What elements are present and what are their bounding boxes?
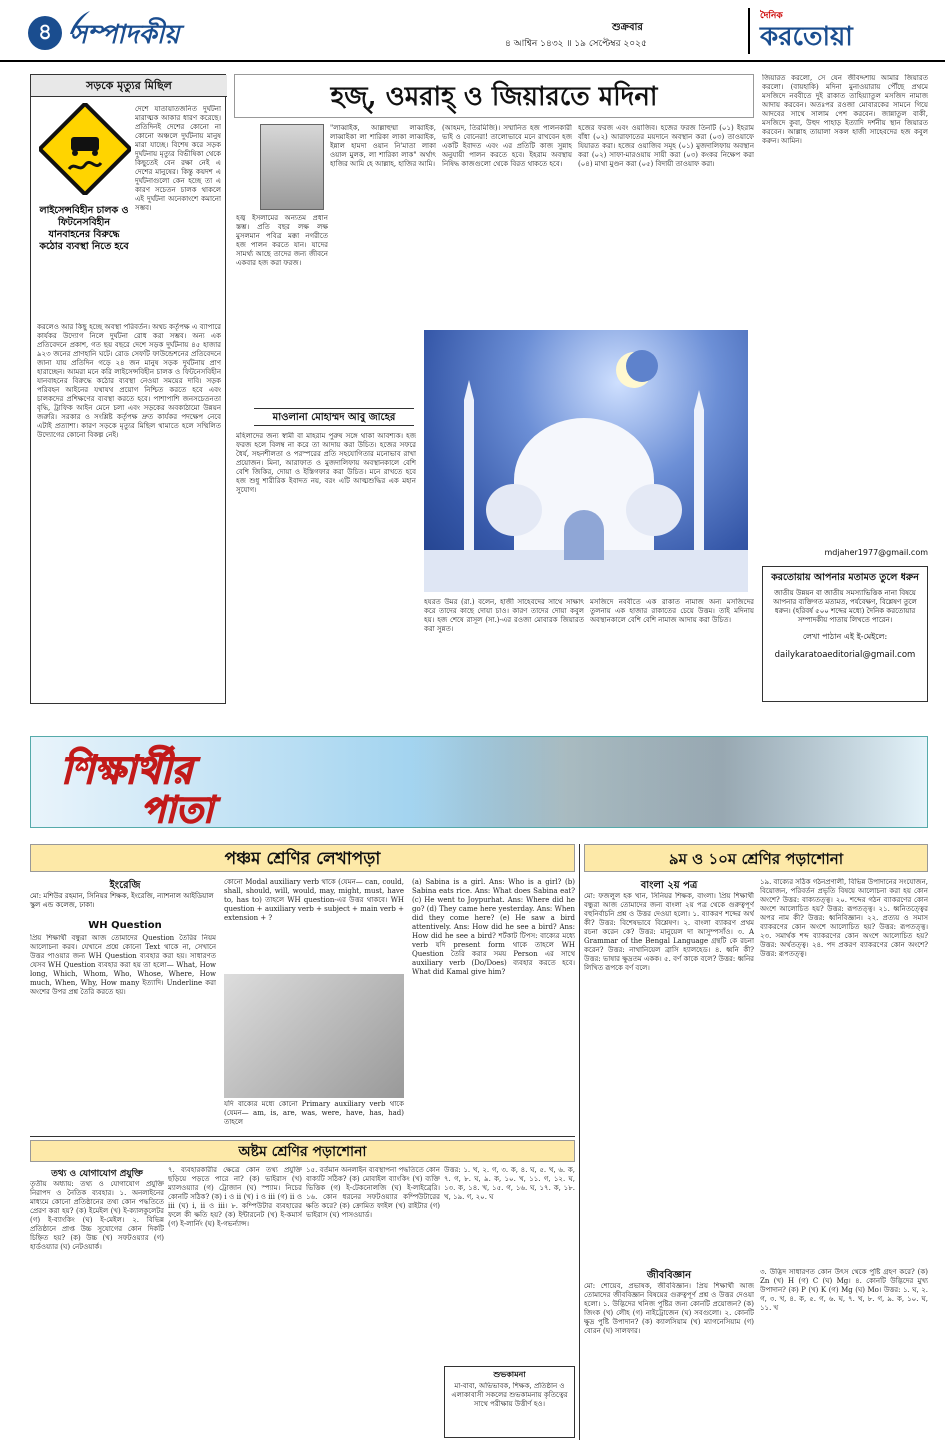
section-title: সম্পাদকীয় xyxy=(70,20,180,50)
article-text-d: মহিলাদের জন্য স্বামী বা মাহরাম পুরুষ সঙ্গে থাকা আবশ্যক। হজ ফরজ হলে বিলম্ব না করে তা আদায় করা উচিত। হজের সফরে ধৈর্য, সহনশীলতা ও পরস্পরের প্রতি সহযোগিতার মনোভাব রাখা প্রয়োজন। মিনা, আরাফাত ও মুজদালিফায় অবস্থানকালে বেশি বেশি জিকির, দোয়া ও ইস্তিগফার করা উচিত। মনে রাখতে হবে হজ শুধু শারীরিক ইবাদত নয়, বরং এটি আত্মশুদ্ধির এক মহান সুযোগ। xyxy=(236,432,416,494)
article-text-c: হজের ফরজ এবং ওয়াজিব। হজের ফরজ তিনটি (০১) ইহরাম বাঁধা (০২) আরাফাতের ময়দানে অবস্থান করা (০৩) তাওয়াফে যিয়ারত করা। হজের ওয়াজিব সমূহ (০১) মুজদালিফায় অবস্থান করা (০২) সাফা-মারওয়ায় সায়ী করা (০৩) কংকর নিক্ষেপ করা (০৪) মাথা মুণ্ডন করা (০৫) বিদায়ী তাওয়াফ করা। xyxy=(578,124,754,168)
masthead xyxy=(0,0,945,62)
opinion-box-label: লেখা পাঠান এই ই-মেইলে: xyxy=(802,632,888,641)
article-title: হজ্, ওমরাহ্ ও জিয়ারতে মদিনা xyxy=(234,74,754,118)
class5-text-col1: প্রিয় শিক্ষার্থী বন্ধুরা আজ তোমাদের Question তৈরির নিয়ম আলোচনা করব। যেখানে প্রশ্নে কোনো Text থাকে না, সেখানে উত্তর পাওয়ার জন্য WH Question ব্যবহার করা হয়। সাধারণত যেসব WH Question ব্যবহার করা হয় তা হলো— What, How long, Which, Whom, Who, Whose, Where, How much, When, Why, How many ইত্যাদি। Underline করা অংশের উপর প্রশ্ন তৈরি করতে হয়। xyxy=(30,934,216,996)
column-divider xyxy=(579,844,580,1440)
opinion-call-box xyxy=(762,566,928,702)
author-photo xyxy=(260,124,324,210)
editorial-text-2: করলেও আর কিছু হচ্ছে অবস্থা পরিবর্তন। অথচ কর্তৃপক্ষ এ ব্যাপারে কার্যকর উদ্যোগ নিলে দুর্ঘটনা রোধ করা সম্ভব। অন্য এক প্রতিবেদনে প্রকাশ, গত ছয় বছরে দেশে সড়ক দুর্ঘটনায় ৪৫ হাজার ৯২৩ জনের প্রাণহানি ঘটে। রোড সেফটি ফাউন্ডেশনের প্রতিবেদনে জানা যায় প্রতিদিন গড়ে ২৪ জন মানুষ সড়ক দুর্ঘটনায় প্রাণ হারাচ্ছেন। আমরা মনে করি লাইসেন্সবিহীন চালক ও ফিটনেসবিহীন যানবাহনের বিরুদ্ধে কঠোর ব্যবস্থা নেওয়া সময়ের দাবি। সড়ক পরিবহন আইনের যথাযথ প্রয়োগ নিশ্চিত করতে হবে এবং চালকদের প্রশিক্ষণের ব্যবস্থা করতে হবে। পাশাপাশি জনসচেতনতা বৃদ্ধি, ট্রাফিক আইন মেনে চলা এবং সড়কের অবকাঠামো উন্নয়ন জরুরি। সরকার ও সংশ্লিষ্ট কর্তৃপক্ষ দ্রুত কার্যকর পদক্ষেপ নেবে এটাই প্রত্যাশা। কারণ সড়কে মৃত্যুর মিছিল থামাতে হলে সম্মিলিত উদ্যোগের কোনো বিকল্প নেই। xyxy=(37,323,221,439)
class9-text-col2: ১৯. বাক্যের সঠিক গঠনপ্রণালী, বিভিন্ন উপাদানের সংযোজন, বিয়োজন, পরিবর্তন প্রভৃতি বিষয়ে আলোচনা করা হয় কোন অংশে? উত্তর: বাক্যতত্ত্ব। ২০. শব্দের গঠন ব্যাকরণের কোন অংশে আলোচিত হয়? উত্তর: রূপতত্ত্ব। ২১. ধ্বনিতত্ত্বের অপর নাম কী? উত্তর: ধ্বনিবিজ্ঞান। ২২. প্রত্যয় ও সমাস ব্যাকরণের কোন অংশে আলোচিত হয়? উত্তর: রূপতত্ত্ব। ২৩. সমার্থক শব্দ ব্যাকরণের কোন অংশে আলোচিত হয়? উত্তর: অর্থতত্ত্ব। ২৪. পদ প্রকরণ ব্যাকরণের কোন অংশে? উত্তর: রূপতত্ত্ব। xyxy=(760,878,928,958)
class5-subject: ইংরেজি xyxy=(109,880,141,891)
article-text-a2: হজ্ব ইসলামের অন্যতম প্রধান স্তম্ভ। প্রতি বছর লক্ষ লক্ষ মুসলমান পবিত্র মক্কা নগরীতে হজ পালন করতে যান। যাদের সামর্থ্য আছে তাদের জন্য জীবনে একবার হজ করা ফরজ। xyxy=(236,214,328,267)
article-author: মাওলানা মোহাম্মদ আবু জাহের xyxy=(254,408,414,426)
article-text-a: "লাব্বাইক, আল্লাহুম্মা লাব্বাইক, লাব্বাইকা লা শারিকা লাকা লাব্বাইক, ইন্নাল হামদা ওয়ান নি'মাতা লাকা ওয়াল মুলক, লা শারিকা লাক" অর্থাৎ হাজির আমি হে আল্লাহ, হাজির আমি। xyxy=(330,124,436,168)
banner-students-photo xyxy=(411,737,928,828)
editorial-callout: লাইসেন্সবিহীন চালক ও ফিটনেসবিহীন যানবাহনের বিরুদ্ধে কঠোর ব্যবস্থা নিতে হবে xyxy=(39,205,129,252)
class9-text-col1: মো: ফজলুল হক খান, সিনিয়র শিক্ষক, বাংলা। প্রিয় শিক্ষার্থী বন্ধুরা আজ তোমাদের জন্য বাংলা ২য় পত্র থেকে গুরুত্বপূর্ণ বহুনির্বাচনি প্রশ্ন ও উত্তর দেওয়া হলো। ১. ব্যাকরণ শব্দের অর্থ কী? উত্তর: বিশেষভাবে বিশ্লেষণ। ২. বাংলা ব্যাকরণ প্রথম রচনা করেন কে? উত্তর: মানুয়েল দা আসুম্পসাঁও। ৩. A Grammar of the Bengal Language গ্রন্থটি কে রচনা করেন? উত্তর: নাথানিয়েল ব্রাসি হ্যালহেড। ৪. ধ্বনি কী? উত্তর: ভাষার ক্ষুদ্রতম একক। ৫. বর্ণ কাকে বলে? উত্তর: ধ্বনির লিখিত রূপকে বর্ণ বলে। xyxy=(584,892,754,972)
class9-section xyxy=(584,844,928,1440)
section-divider xyxy=(30,1136,575,1137)
mosque-illustration xyxy=(424,330,748,592)
opinion-box-title: করতোয়ায় আপনার মতামত তুলে ধরুন xyxy=(771,572,919,583)
editorial-column xyxy=(30,74,226,704)
class8-answers: উত্তর: ১. খ, ২. গ, ৩. ক, ৪. ঘ, ৫. খ, ৬. ক, ৭. গ, ৮. ঘ, ৯. ক, ১০. খ, ১১. গ, ১২. ঘ, ১৩. ক, ১৪. খ, ১৫. গ, ১৬. ঘ, ১৭. ক, ১৮. খ, ১৯. গ, ২০. ঘ xyxy=(444,1166,575,1201)
class8-text-col3: ১৫. বর্তমান অনলাইন ব্যবস্থাপনা পদ্ধতিতে কোন বাক্যটি সঠিক? (ক) মোবাইল ব্যাংকিং (খ) ব্যক্তি ভিত্তিক (গ) ই-টেকনোলজি (ঘ) ই-লাইব্রেরি। ১৬. কোন ধরনের সফটওয়্যার কম্পিউটারের ক্ষতি করে? (ক) ক্রোমিত ফাইল (খ) রাইটার (গ) ভাইরাস (ঘ) পাসওয়ার্ড। xyxy=(306,1166,440,1219)
student-photo xyxy=(224,974,404,1098)
class8-text-col1: তৃতীয় অধ্যায়: তথ্য ও যোগাযোগ প্রযুক্তি নিরাপদ ও নৈতিক ব্যবহার। ১. অনলাইনের মাধ্যমে কোনো প্রতিষ্ঠানের তথ্য কোন পদ্ধতিতে প্রেরণ করা হয়? (ক) ইমেইল (খ) ই-ক্যালকুলেটর (গ) ই-ব্যাংকিং (ঘ) ই-মেইল। ২. বিভিন্ন প্রতিষ্ঠানে প্রাপ্ত উচ্চ সুযোগের কোন দিকটি চিহ্নিত হয়? (ক) উচ্চ (খ) সফটওয়্যার (গ) হার্ডওয়্যার (ঘ) নেটওয়ার্ক। xyxy=(30,1180,164,1251)
newspaper-logo xyxy=(748,8,928,54)
class8-text-col2: ৭. ব্যবহারকারীর ক্ষেত্রে কোন তথ্য প্রযুক্তি ছড়িয়ে পড়তে পারে না? (ক) ভাইরাস (খ) ম্যালওয়্যার (গ) ট্রোজান (ঘ) স্প্যাম। নিচের কোনটি সঠিক? (ক) i ও ii (খ) i ও iii (গ) ii ও iii (ঘ) i, ii ও iii। ৮. কম্পিউটার ব্যবহারের ফলে কী ক্ষতি হয়? (ক) ইন্টারনেট (খ) ই-কমার্স (গ) ই-লার্নিং (ঘ) ই-গভর্ন্যান্স। xyxy=(168,1166,302,1228)
class5-heading: পঞ্চম শ্রেণির লেখাপড়া xyxy=(30,844,575,872)
author-email[interactable]: mdjaher1977@gmail.com xyxy=(824,548,928,557)
banner-title-line2: পাতা xyxy=(141,789,214,828)
class5-author: মো: মশিউর রহমান, সিনিয়র শিক্ষক, ইংরেজি, ন্যাশনাল আইডিয়াল স্কুল এন্ড কলেজ, ঢাকা। xyxy=(30,892,214,909)
dateline: ৪ আশ্বিন ১৪৩২ ॥ ১৯ সেপ্টেম্বর ২০২৫ xyxy=(505,39,647,49)
article-text-e: হযরত উমর (রা.) বলেন, হাজী সাহেবদের সাথে সাক্ষাৎ করে তাদের কাছে দোয়া চাও। কারণ তাদের দোয়া কবুল হয়। হজ শেষে রাসূল (সা.)-এর রওজা মোবারক জিয়ারত করা সুন্নত। xyxy=(424,598,584,633)
class8-note-title: শুভকামনা xyxy=(493,1369,526,1379)
hajj-article xyxy=(234,74,754,704)
biology-text-col2: ৩. উদ্ভিদ সাধারণত কোন উৎস থেকে পুষ্টি গ্রহণ করে? (ক) Zn (খ) H (গ) C (ঘ) Mg। ৪. কোনটি উদ্ভিদের মুখ্য উপাদান? (ক) P (খ) K (গ) Mg (ঘ) Mo। উত্তর: ১. ঘ, ২. গ, ৩. খ, ৪. ক, ৫. গ, ৬. ঘ, ৭. খ, ৮. গ, ৯. ক, ১০. ঘ, ১১. খ xyxy=(760,1268,928,1312)
banner-title-line1: শিক্ষার্থীর xyxy=(61,747,193,792)
class5-text-col3: (a) Sabina is a girl. Ans: Who is a girl? (b) Sabina eats rice. Ans: What does Sabina eat? (c) He went to Joypurhat. Ans: Where did he go? (d) They came here yesterday. Ans: When did they come here? (e) He saw a bird attentively. Ans: How did he see a bird? Ans: How did he see a bird? শর্টকাট টিপস: বাক্যের মধ্যে verb যদি present form থাকে তাহলে WH Question তৈরি করার সময় Person এর সাথে auxiliary verb (Do/Does) ব্যবহার করতে হবে। What did Kamal give him? xyxy=(412,878,575,976)
logo-small: দৈনিক xyxy=(760,11,783,21)
class8-heading: অষ্টম শ্রেণির পড়াশোনা xyxy=(30,1140,575,1162)
right-column xyxy=(762,74,928,704)
student-page-banner xyxy=(30,736,928,828)
class8-note-text: মা-বাবা, অভিভাবক, শিক্ষক, প্রতিষ্ঠান ও এলাকাবাসী সকলের শুভকামনায় কৃতিত্বের সাথে পরীক্ষায় উত্তীর্ণ হও। xyxy=(451,1382,568,1408)
article-continuation-text: জিয়ারত করলো, সে যেন জীবদ্দশায় আমার জিয়ারত করলো। (বায়হাকি) মদিনা মুনাওয়ারায় পৌঁছে প্রথমে মসজিদে নববীতে দুই রাকাত তাহিয়্যাতুল মসজিদ নামাজ আদায় করবেন। অতঃপর রওজা মোবারকের সামনে গিয়ে আদবের সাথে সালাম পেশ করবেন। জান্নাতুল বাকী, মসজিদে কুবা, উহুদ পাহাড় ইত্যাদি দর্শনীয় স্থান জিয়ারত করবেন। আল্লাহ তায়ালা সকল হাজী সাহেবদের হজ কবুল করুন। আমিন। xyxy=(762,74,928,145)
mosque-silhouette-icon xyxy=(424,330,748,592)
class5-text-col2: কোনো Modal auxiliary verb থাকে (যেমন— can, could, shall, should, will, would, may, might, must, have to, has to) তাহলে WH question-এর উত্তর থাকবে। WH question + auxiliary verb + subject + main verb + extension + ? xyxy=(224,878,404,922)
class5-section xyxy=(30,844,575,1134)
class8-section xyxy=(30,1140,575,1440)
weekday: শুক্রবার xyxy=(612,22,643,33)
logo-main: করতোয়া xyxy=(760,22,853,52)
article-text-b: (আহমদ, তিরমিজি)। সম্মানিত হজ পালনকারী ভাই ও বোনেরা! তালোভাবে মনে রাখবেন হজ একটি ইবাদত এবং এর প্রতিটি কাজ সুন্নাহ অনুযায়ী পালন করতে হবে। ইহরাম অবস্থায় নিষিদ্ধ কাজগুলো থেকে বিরত থাকতে হবে। xyxy=(442,124,572,168)
biology-text-col1: মো: শোয়েব, প্রভাষক, জীববিজ্ঞান। প্রিয় শিক্ষার্থী আজ তোমাদের জীববিজ্ঞান বিষয়ের গুরুত্বপূর্ণ প্রশ্ন ও উত্তর দেওয়া হলো। ১. উদ্ভিদের খনিজ পুষ্টির জন্য কোনটি প্রয়োজন? (ক) জিংক (খ) লৌহ (গ) নাইট্রোজেন (ঘ) সবগুলো। ২. কোনটি ক্ষুদ্র পুষ্টি উপাদান? (ক) ক্যালসিয়াম (খ) ম্যাগনেসিয়াম (গ) বোরন (ঘ) সালফার। xyxy=(584,1282,754,1335)
editorial-heading: সড়কে মৃত্যুর মিছিল xyxy=(31,75,227,97)
article-text-f: মসজিদে নববীতে এক রাকাত নামাজ অন্য মসজিদের তুলনায় এক হাজার রাকাতের চেয়ে উত্তম। তাই মদিনায় অবস্থানকালে বেশি বেশি নামাজ আদায় করা উচিত। xyxy=(590,598,754,624)
class5-text-col2b: যদি বাক্যের মধ্যে কোনো Primary auxiliary verb থাকে (যেমন— am, is, are, was, were, have, has, had) তাহলে xyxy=(224,1100,404,1126)
page-number: ৪ xyxy=(28,16,62,50)
opinion-box-email[interactable]: dailykaratoaeditorial@gmail.com xyxy=(774,650,916,660)
class9-subject: বাংলা ২য় পত্র xyxy=(640,880,698,891)
class8-subject: তথ্য ও যোগাযোগ প্রযুক্তি xyxy=(51,1169,143,1179)
opinion-box-body: জাতীয় উন্নয়ন বা জাতীয় সমস্যাভিত্তিক নানা বিষয়ে আপনার ব্যক্তিগত মতামত, পর্যবেক্ষণ, বিশ্লেষণ তুলে ধরুন। (হরিবর্ষ ৫০০ শব্দের মধ্যে) দৈনিক করতোয়ার সম্পাদকীয় পাতায় লিখতে পারেন। xyxy=(773,589,917,624)
biology-heading: জীববিজ্ঞান xyxy=(646,1270,692,1281)
class5-question-title: WH Question xyxy=(88,920,162,931)
editorial-text-1: দেশে যাতায়াতজনিত দুর্ঘটনা মারাত্মক আকার ধারণ করেছে। প্রতিদিনই দেশের কোনো না কোনো অঞ্চলে দুর্ঘটনায় মানুষ মারা যাচ্ছে। বিশেষ করে সড়ক দুর্ঘটনায় মৃত্যুর বিভীষিকা থেকে কিছুতেই বেন রক্ষা নেই এ দেশের মানুষের। কিন্তু কয়দশ এ দুর্ঘটনাগুলো কেন হচ্ছে তা এ কারণ সচেতন চালক থাকলে এই দুর্ঘটনা অনেকাংশে কমানো সম্ভব। xyxy=(135,105,221,212)
class8-note-box xyxy=(444,1366,575,1438)
slippery-road-sign-icon xyxy=(39,103,131,195)
class9-heading: ৯ম ও ১০ম শ্রেণির পড়াশোনা xyxy=(584,844,928,872)
